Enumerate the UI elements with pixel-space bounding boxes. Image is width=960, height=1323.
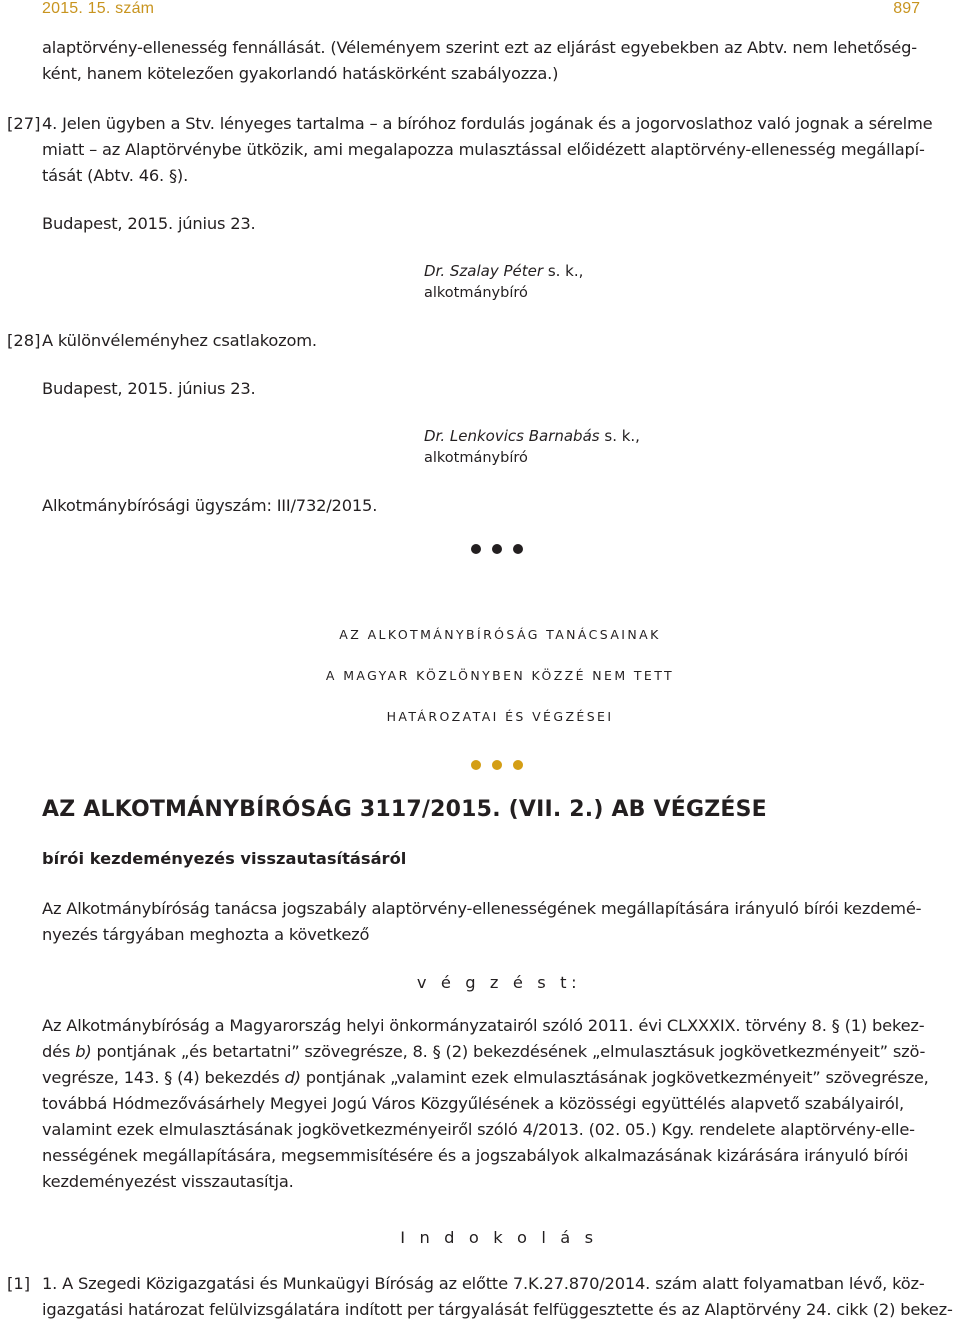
ruling-line-5: valamint ezek elmulasztásának jogkövetkezményeiről szóló 4/2013. (02. 05.) Kgy. rendelete alaptörvény-elle-: [42, 1120, 915, 1139]
intro-line-2: nyezés tárgyában meghozta a következő: [42, 925, 370, 944]
page-number: 897: [893, 0, 920, 17]
main-title-line-2: A MAGYAR KÖZLÖNYBEN KÖZZÉ NEM TETT: [325, 668, 675, 683]
signature-1-role: alkotmánybíró: [424, 285, 528, 301]
section-title: AZ ALKOTMÁNYBÍRÓSÁG 3117/2015. (VII. 2.) AB VÉGZÉSE: [42, 797, 767, 822]
paragraph-number-27: [27]: [7, 114, 41, 133]
ruling-line-3: vegrésze, 143. § (4) bekezdés d) pontjának „valamint ezek elmulasztásának jogkövetkezményeit” szövegrésze,: [42, 1068, 929, 1087]
ruling-line-1: Az Alkotmánybíróság a Magyarország helyi önkormányzatairól szóló 2011. évi CLXXXIX. törvény 8. § (1) bekez-: [42, 1016, 925, 1035]
para28-text: A különvéleményhez csatlakozom.: [42, 331, 317, 350]
date-line-2: Budapest, 2015. június 23.: [42, 379, 256, 398]
para1-line-1: 1. A Szegedi Közigazgatási és Munkaügyi Bíróság az előtte 7.K.27.870/2014. szám alatt folyamatban lévő, köz-: [42, 1274, 925, 1293]
separator-dots-gold: [471, 760, 523, 770]
dot-3: [513, 544, 523, 554]
dot-1: [471, 760, 481, 770]
continuation-line-2: ként, hanem kötelezően gyakorlandó hatáskörként szabályozza.): [42, 64, 559, 83]
ruling-line-6: nességének megállapítására, megsemmisítésére és a jogszabályok alkalmazásának kizárására irányuló bírói: [42, 1146, 909, 1165]
paragraph-number-28: [28]: [7, 331, 41, 350]
para1-line-2: igazgatási határozat felülvizsgálatára indított per tárgyalását felfüggesztette és az Alaptörvény 24. cikk (2) bekez-: [42, 1300, 953, 1319]
para27-line-3: tását (Abtv. 46. §).: [42, 166, 189, 185]
main-title-line-1: AZ ALKOTMÁNYBÍRÓSÁG TANÁCSAINAK: [339, 627, 661, 642]
signature-1-name: Dr. Szalay Péter s. k.,: [424, 262, 584, 280]
dot-1: [471, 544, 481, 554]
signature-2-name: Dr. Lenkovics Barnabás s. k.,: [424, 427, 640, 445]
para27-line-1: 4. Jelen ügyben a Stv. lényeges tartalma – a bíróhoz fordulás jogának és a jogorvoslathoz való jognak a sérelme: [42, 114, 933, 133]
indokolas-label: I n d o k o l á s: [400, 1228, 598, 1247]
dot-2: [492, 544, 502, 554]
dot-2: [492, 760, 502, 770]
separator-dots-dark: [471, 544, 523, 554]
section-subtitle: bírói kezdeményezés visszautasításáról: [42, 849, 407, 868]
paragraph-number-1: [1]: [7, 1274, 31, 1293]
issue-label: 2015. 15. szám: [42, 0, 155, 17]
ruling-line-2: dés b) pontjának „és betartatni” szövegrésze, 8. § (2) bekezdésének „elmulasztásuk jogkövetkezményeit” szö-: [42, 1042, 926, 1061]
main-title: [0, 614, 960, 737]
intro-line-1: Az Alkotmánybíróság tanácsa jogszabály alaptörvény-ellenességének megállapítására irányuló bírói kezdemé-: [42, 899, 922, 918]
ruling-line-7: kezdeményezést visszautasítja.: [42, 1172, 294, 1191]
dot-3: [513, 760, 523, 770]
signature-2-role: alkotmánybíró: [424, 450, 528, 466]
case-number: Alkotmánybírósági ügyszám: III/732/2015.: [42, 496, 378, 515]
continuation-line-1: alaptörvény-ellenesség fennállását. (Véleményem szerint ezt az eljárást egyebekben az Abtv. nem lehetőség-: [42, 38, 917, 57]
main-title-line-3: HATÁROZATAI ÉS VÉGZÉSEI: [386, 709, 614, 724]
para27-line-2: miatt – az Alaptörvénybe ütközik, ami megalapozza mulasztással előidézett alaptörvény-ellenesség megállapí-: [42, 140, 925, 159]
date-line-1: Budapest, 2015. június 23.: [42, 214, 256, 233]
ruling-line-4: továbbá Hódmezővásárhely Megyei Jogú Város Közgyűlésének a közösségi együttélés alapvető szabályairól,: [42, 1094, 904, 1113]
vegzes-label: v é g z é s t:: [416, 973, 582, 992]
